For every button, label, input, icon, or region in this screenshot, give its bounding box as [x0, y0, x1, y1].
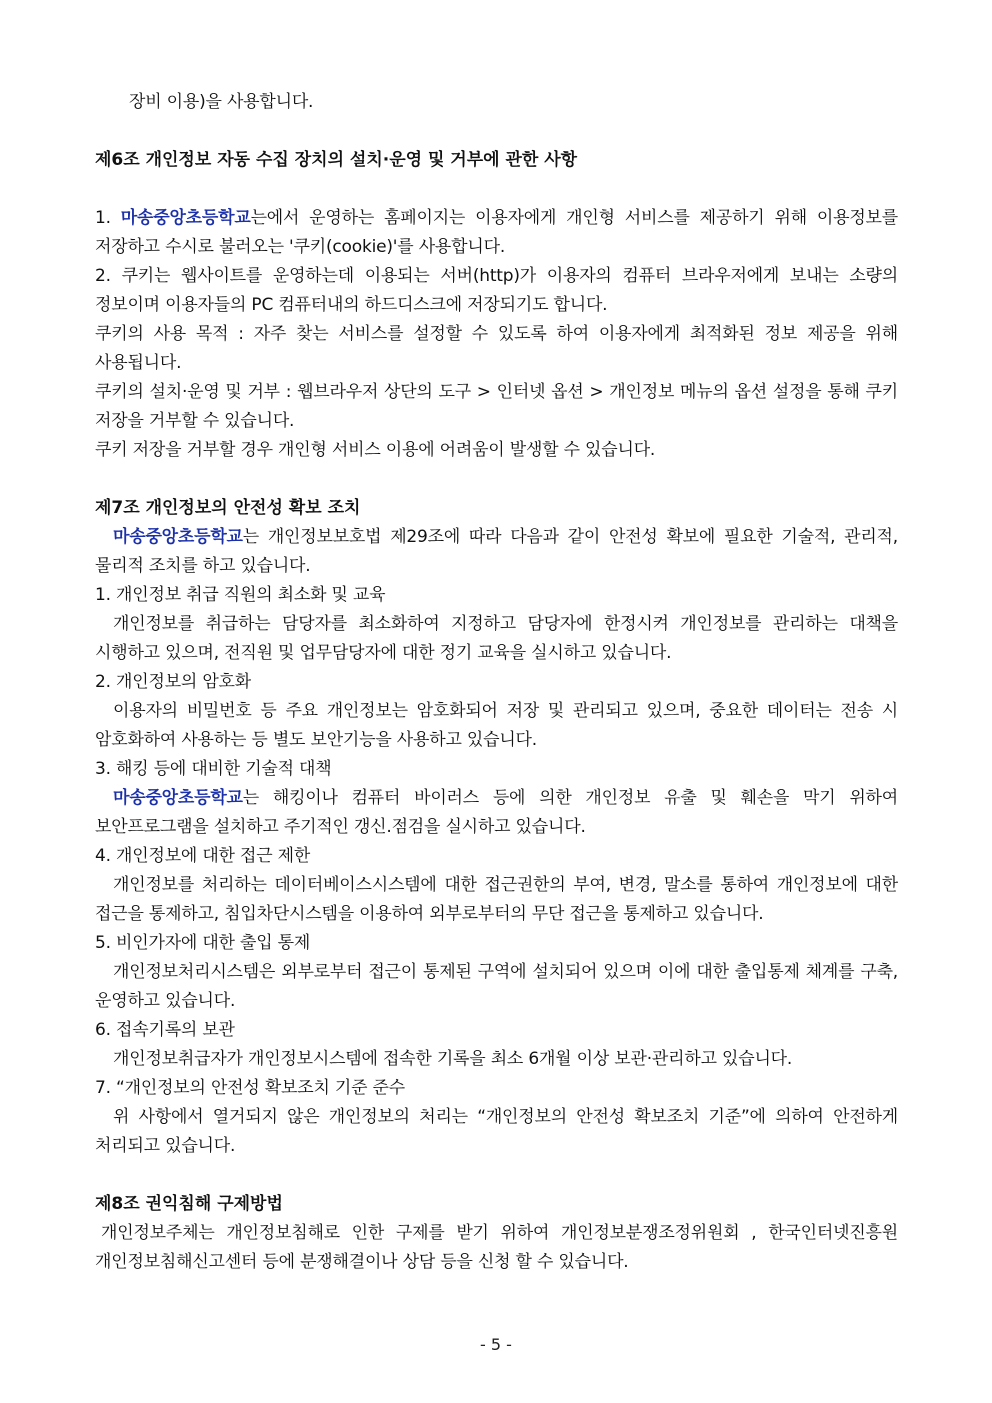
school-name: 마송중앙초등학교	[113, 788, 243, 808]
school-name: 마송중앙초등학교	[113, 527, 243, 547]
section7-item4-body: 개인정보를 처리하는 데이터베이스시스템에 대한 접근권한의 부여, 변경, 말소를 통하여 개인정보에 대한 접근을 통제하고, 침입차단시스템을 이용하여 외부로부터의 무단 접근을 통제하고 있습니다.	[95, 875, 898, 924]
section6-title: 제6조 개인정보 자동 수집 장치의 설치·운영 및 거부에 관한 사항	[95, 150, 578, 170]
section6-refuse: 쿠키 저장을 거부할 경우 개인형 서비스 이용에 어려움이 발생할 수 있습니다.	[95, 440, 656, 460]
section6-item2: 2. 쿠키는 웹사이트를 운영하는데 이용되는 서버(http)가 이용자의 컴퓨터 브라우저에게 보내는 소량의 정보이며 이용자들의 PC 컴퓨터내의 하드디스크에 저장되기도 합니다.	[95, 266, 898, 315]
section8-title: 제8조 권익침해 구제방법	[95, 1194, 283, 1214]
section7-item5-heading: 5. 비인가자에 대한 출입 통제	[95, 933, 311, 953]
section7-item4-heading: 4. 개인정보에 대한 접근 제한	[95, 846, 311, 866]
section7-item6-body: 개인정보취급자가 개인정보시스템에 접속한 기록을 최소 6개월 이상 보관·관리하고 있습니다.	[113, 1049, 793, 1069]
section8-body: 개인정보주체는 개인정보침해로 인한 구제를 받기 위하여 개인정보분쟁조정위원회 , 한국인터넷진흥원 개인정보침해신고센터 등에 분쟁해결이나 상담 등을 신청 할 수 있습니다.	[95, 1223, 898, 1272]
section6-install: 쿠키의 설치·운영 및 거부 : 웹브라우저 상단의 도구 > 인터넷 옵션 > 개인정보 메뉴의 옵션 설정을 통해 쿠키 저장을 거부할 수 있습니다.	[95, 382, 898, 431]
school-name: 마송중앙초등학교	[120, 208, 251, 228]
document-body	[95, 88, 898, 1277]
section7-item7-heading: 7. “개인정보의 안전성 확보조치 기준 준수	[95, 1078, 405, 1098]
section6-item1-text: 는에서 운영하는 홈페이지는 이용자에게 개인형 서비스를 제공하기 위해 이용정보를 저장하고 수시로 불러오는 '쿠키(cookie)'를 사용합니다.	[95, 208, 898, 257]
section6-item1-prefix: 1.	[95, 208, 121, 228]
section7-title: 제7조 개인정보의 안전성 확보 조치	[95, 498, 361, 518]
section7-item2-heading: 2. 개인정보의 암호화	[95, 672, 252, 692]
section7-item3-text: 는 해킹이나 컴퓨터 바이러스 등에 의한 개인정보 유출 및 훼손을 막기 위하여 보안프로그램을 설치하고 주기적인 갱신.점검을 실시하고 있습니다.	[95, 788, 898, 837]
section7-intro-text: 는 개인정보보호법 제29조에 따라 다음과 같이 안전성 확보에 필요한 기술적, 관리적, 물리적 조치를 하고 있습니다.	[95, 527, 898, 576]
section7-item7-body: 위 사항에서 열거되지 않은 개인정보의 처리는 “개인정보의 안전성 확보조치 기준”에 의하여 안전하게 처리되고 있습니다.	[95, 1107, 898, 1156]
section7-item2-body: 이용자의 비밀번호 등 주요 개인정보는 암호화되어 저장 및 관리되고 있으며, 중요한 데이터는 전송 시 암호화하여 사용하는 등 별도 보안기능을 사용하고 있습니다.	[95, 701, 898, 750]
section7-intro	[95, 523, 898, 581]
section7-item1-heading: 1. 개인정보 취급 직원의 최소화 및 교육	[95, 585, 386, 605]
section7-item3-heading: 3. 해킹 등에 대비한 기술적 대책	[95, 759, 332, 779]
section6-purpose: 쿠키의 사용 목적 : 자주 찾는 서비스를 설정할 수 있도록 하여 이용자에게 최적화된 정보 제공을 위해 사용됩니다.	[95, 324, 898, 373]
intro-continuation: 장비 이용)을 사용합니다.	[129, 92, 314, 112]
page-number: - 5 -	[480, 1335, 512, 1354]
section6-item1	[95, 204, 898, 262]
section7-item6-heading: 6. 접속기록의 보관	[95, 1020, 235, 1040]
section7-item3-body	[95, 784, 898, 842]
section7-item1-body: 개인정보를 취급하는 담당자를 최소화하여 지정하고 담당자에 한정시켜 개인정보를 관리하는 대책을 시행하고 있으며, 전직원 및 업무담당자에 대한 정기 교육을 실시하고 있습니다.	[95, 614, 898, 663]
section7-item5-body: 개인정보처리시스템은 외부로부터 접근이 통제된 구역에 설치되어 있으며 이에 대한 출입통제 체계를 구축, 운영하고 있습니다.	[95, 962, 898, 1011]
